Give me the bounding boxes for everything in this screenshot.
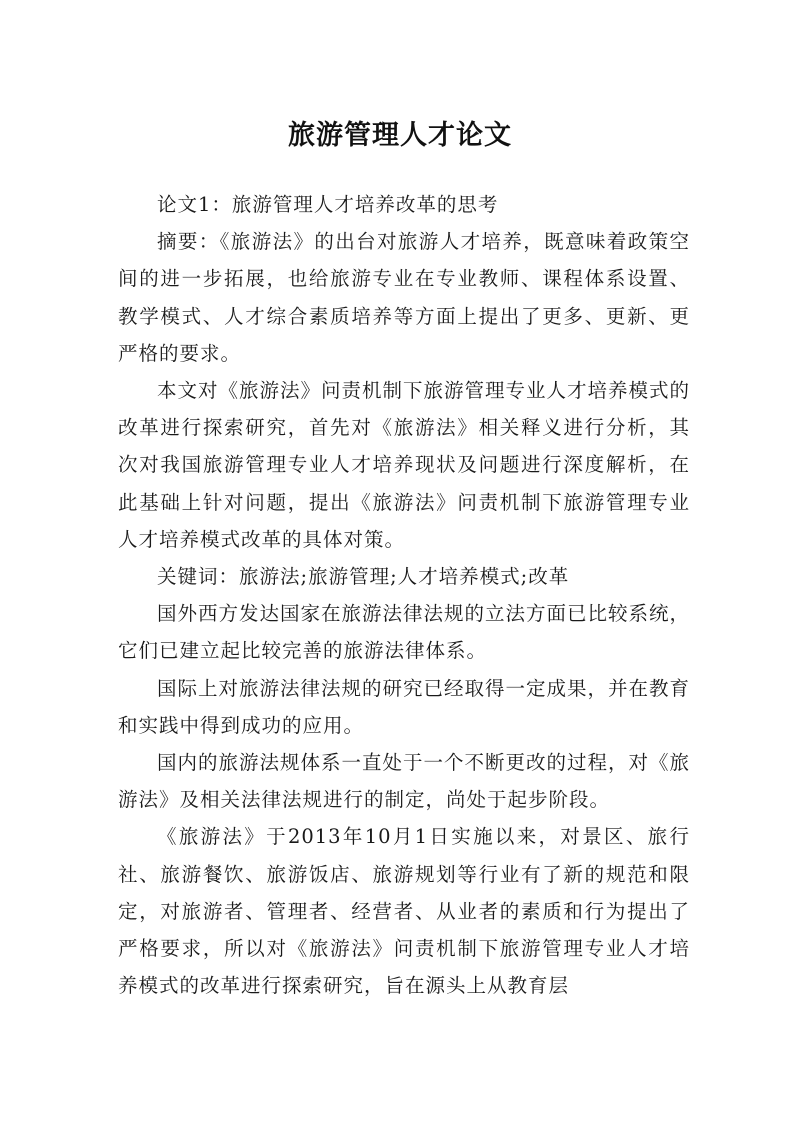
body-paragraph: 国内的旅游法规体系一直处于一个不断更改的过程，对《旅游法》及相关法律法规进行的制定，尚处于起步阶段。	[118, 751, 691, 812]
body-paragraph: 本文对《旅游法》问责机制下旅游管理专业人才培养模式的改革进行探索研究，首先对《旅游法》相关释义进行分析，其次对我国旅游管理专业人才培养现状及问题进行深度解析，在此基础上针对问题，提出《旅游法》问责机制下旅游管理专业人才培养模式改革的具体对策。	[118, 379, 691, 551]
keywords-paragraph: 关键词：旅游法;旅游管理;人才培养模式;改革	[157, 565, 570, 589]
body-paragraph: 国外西方发达国家在旅游法律法规的立法方面已比较系统，它们已建立起比较完善的旅游法律体系。	[118, 602, 691, 663]
abstract-paragraph: 摘要：《旅游法》的出台对旅游人才培养，既意味着政策空间的进一步拓展，也给旅游专业在专业教师、课程体系设置、教学模式、人才综合素质培养等方面上提出了更多、更新、更严格的要求。	[118, 230, 690, 365]
body-paragraph: 国际上对旅游法律法规的研究已经取得一定成果，并在教育和实践中得到成功的应用。	[118, 676, 691, 737]
document-body	[118, 186, 690, 1004]
paper-heading: 论文1：旅游管理人才培养改革的思考	[157, 193, 499, 216]
document-title: 旅游管理人才论文	[288, 120, 512, 152]
body-paragraph: 《旅游法》于2013年10月1日实施以来，对景区、旅行社、旅游餐饮、旅游饭店、旅游规划等行业有了新的规范和限定，对旅游者、管理者、经营者、从业者的素质和行为提出了严格要求，所以对《旅游法》问责机制下旅游管理专业人才培养模式的改革进行探索研究，旨在源头上从教育层	[118, 825, 690, 998]
